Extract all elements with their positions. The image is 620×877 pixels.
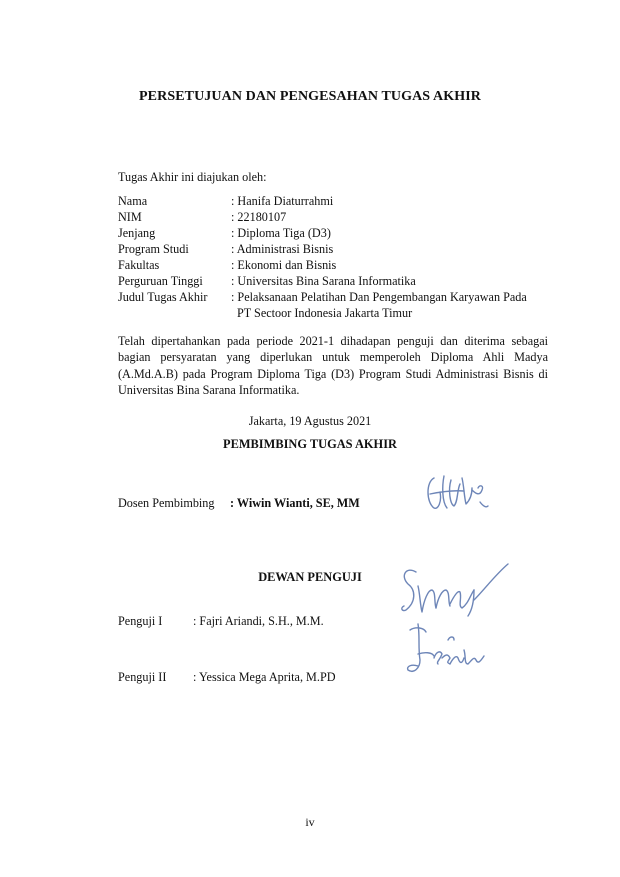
value-judul: : Pelaksanaan Pelatihan Dan Pengembangan Karyawan Pada bbox=[231, 290, 527, 304]
label-penguji-2: Penguji II bbox=[118, 670, 167, 684]
value-fakultas: : Ekonomi dan Bisnis bbox=[231, 258, 337, 272]
value-judul-continuation: PT Sectoor Indonesia Jakarta Timur bbox=[237, 306, 413, 320]
label-nama: Nama bbox=[118, 194, 148, 208]
label-jenjang: Jenjang bbox=[118, 226, 156, 240]
label-dosen-pembimbing: Dosen Pembimbing bbox=[118, 496, 215, 510]
label-program-studi: Program Studi bbox=[118, 242, 189, 256]
value-penguji-2: : Yessica Mega Aprita, M.PD bbox=[193, 670, 336, 684]
place-date: Jakarta, 19 Agustus 2021 bbox=[248, 414, 372, 428]
intro-text: Tugas Akhir ini diajukan oleh: bbox=[118, 170, 267, 184]
dewan-heading: DEWAN PENGUJI bbox=[258, 570, 362, 584]
label-nim: NIM bbox=[118, 210, 142, 224]
signature-penguji-2 bbox=[404, 620, 500, 678]
label-perguruan-tinggi: Perguruan Tinggi bbox=[118, 274, 203, 288]
value-perguruan-tinggi: : Universitas Bina Sarana Informatika bbox=[231, 274, 416, 288]
value-nama: : Hanifa Diaturrahmi bbox=[231, 194, 334, 208]
value-jenjang: : Diploma Tiga (D3) bbox=[231, 226, 331, 240]
label-penguji-1: Penguji I bbox=[118, 614, 163, 628]
pembimbing-heading: PEMBIMBING TUGAS AKHIR bbox=[223, 437, 397, 451]
value-program-studi: : Administrasi Bisnis bbox=[231, 242, 334, 256]
page-title: PERSETUJUAN DAN PENGESAHAN TUGAS AKHIR bbox=[139, 89, 481, 104]
page-number: iv bbox=[305, 815, 315, 829]
signature-pembimbing bbox=[420, 472, 496, 516]
value-dosen-pembimbing: : Wiwin Wianti, SE, MM bbox=[230, 496, 360, 510]
label-fakultas: Fakultas bbox=[118, 258, 160, 272]
value-nim: : 22180107 bbox=[231, 210, 287, 224]
signature-penguji-1 bbox=[396, 560, 514, 620]
value-penguji-1: : Fajri Ariandi, S.H., M.M. bbox=[193, 614, 324, 628]
label-judul: Judul Tugas Akhir bbox=[118, 290, 208, 304]
statement-paragraph: Telah dipertahankan pada periode 2021-1 dihadapan penguji dan diterima sebagai bagian persyaratan yang diperlukan untuk memperoleh Diploma Ahli Madya (A.Md.A.B) pada Program Diploma Tiga (D3) Program Studi Administrasi Bisnis di Universitas Bina Sarana Informatika. bbox=[118, 334, 548, 398]
